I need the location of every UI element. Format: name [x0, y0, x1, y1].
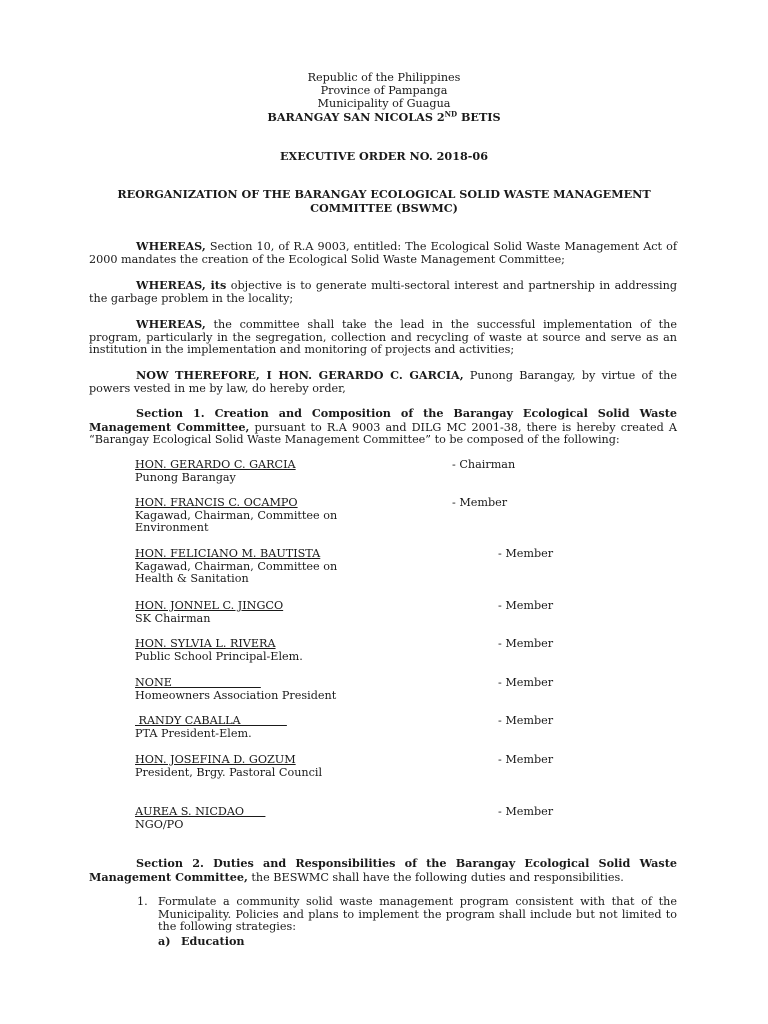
- member-position: President, Brgy. Pastoral Council: [135, 765, 323, 779]
- list-item-number: 1.: [137, 895, 148, 908]
- member-position: Kagawad, Chairman, Committee on: [135, 508, 338, 522]
- member-entry: [135, 600, 635, 625]
- member-name: HON. FELICIANO M. BAUTISTA: [135, 547, 321, 560]
- member-position: NGO/PO: [135, 817, 184, 831]
- member-entry: [135, 677, 635, 702]
- member-name: HON. FRANCIS C. OCAMPO: [135, 496, 298, 509]
- sub-item-label: a): [158, 934, 171, 948]
- member-name: AUREA S. NICDAO: [135, 805, 266, 818]
- list-item-text: Formulate a community solid waste management program consistent with that of the Municipality. Policies and plans to implement the program shall include but not limited to the following strategies:: [158, 895, 677, 934]
- now-therefore-clause: NOW THEREFORE, I HON. GERARDO C. GARCIA, Punong Barangay, by virtue of the powers vested in me by law, do hereby order,: [89, 368, 677, 395]
- member-role: - Member: [498, 547, 554, 560]
- whereas-clause-1: WHEREAS, Section 10, of R.A 9003, entitled: The Ecological Solid Waste Management Act of 2000 mandates the creation of the Ecological Solid Waste Management Committee;: [89, 239, 677, 266]
- member-entry: [135, 754, 635, 779]
- member-role: - Member: [498, 714, 554, 727]
- barangay-suffix: BETIS: [457, 110, 501, 124]
- member-role: - Member: [452, 496, 508, 509]
- member-role: - Member: [498, 676, 554, 689]
- member-entry: [135, 638, 635, 663]
- section-2: Section 2. Duties and Responsibilities of the Barangay Ecological Solid Waste Management Committee, the BESWMC shall have the following duties and responsibilities.: [89, 856, 677, 884]
- barangay-ordinal: ND: [444, 109, 458, 119]
- sub-item-education: Education: [181, 934, 245, 948]
- member-position: Punong Barangay: [135, 470, 236, 484]
- member-role: - Member: [498, 753, 554, 766]
- member-entry: [135, 497, 635, 535]
- member-entry: [135, 459, 635, 484]
- member-name: RANDY CABALLA: [135, 714, 287, 727]
- barangay-name: BARANGAY SAN NICOLAS 2: [267, 110, 445, 124]
- member-role: - Member: [498, 637, 554, 650]
- whereas-clause-3: WHEREAS, the committee shall take the lead in the successful implementation of the program, particularly in the segregation, collection and recycling of waste at source and serve as an institution in the implementation and monitoring of projects and activities;: [89, 317, 677, 357]
- member-position: Kagawad, Chairman, Committee on: [135, 559, 338, 573]
- section-1: Section 1. Creation and Composition of the Barangay Ecological Solid Waste Management Committee, pursuant to R.A 9003 and DILG MC 2001-38, there is hereby created A “Barangay Ecological Solid Waste Management Committee” to be composed of the following:: [89, 406, 677, 447]
- header-republic: Republic of the Philippines: [307, 71, 461, 84]
- member-name: HON. GERARDO C. GARCIA: [135, 458, 296, 471]
- member-name: HON. SYLVIA L. RIVERA: [135, 637, 276, 650]
- member-role: - Member: [498, 805, 554, 818]
- member-name: HON. JOSEFINA D. GOZUM: [135, 753, 296, 766]
- executive-order-number: EXECUTIVE ORDER NO. 2018-06: [280, 149, 488, 163]
- member-role: - Chairman: [452, 458, 516, 471]
- member-position-cont: Environment: [135, 521, 209, 535]
- member-role: - Member: [498, 599, 554, 612]
- member-position: SK Chairman: [135, 611, 211, 625]
- member-name: NONE: [135, 676, 261, 689]
- header-barangay: [0, 111, 768, 124]
- header-municipality: Municipality of Guagua: [317, 97, 451, 110]
- member-position-cont: Health & Sanitation: [135, 572, 249, 586]
- header-province: Province of Pampanga: [320, 84, 448, 97]
- member-position: Public School Principal-Elem.: [135, 649, 303, 663]
- member-entry: [135, 548, 635, 586]
- member-entry: [135, 806, 635, 831]
- member-entry: [135, 715, 635, 740]
- member-position: PTA President-Elem.: [135, 726, 252, 740]
- whereas-clause-2: WHEREAS, its objective is to generate multi-sectoral interest and partnership in addressing the garbage problem in the locality;: [89, 278, 677, 305]
- order-title-line1: REORGANIZATION OF THE BARANGAY ECOLOGICAL SOLID WASTE MANAGEMENT: [117, 187, 651, 201]
- order-title-line2: COMMITTEE (BSWMC): [310, 201, 458, 215]
- member-position: Homeowners Association President: [135, 688, 337, 702]
- member-name: HON. JONNEL C. JINGCO: [135, 599, 284, 612]
